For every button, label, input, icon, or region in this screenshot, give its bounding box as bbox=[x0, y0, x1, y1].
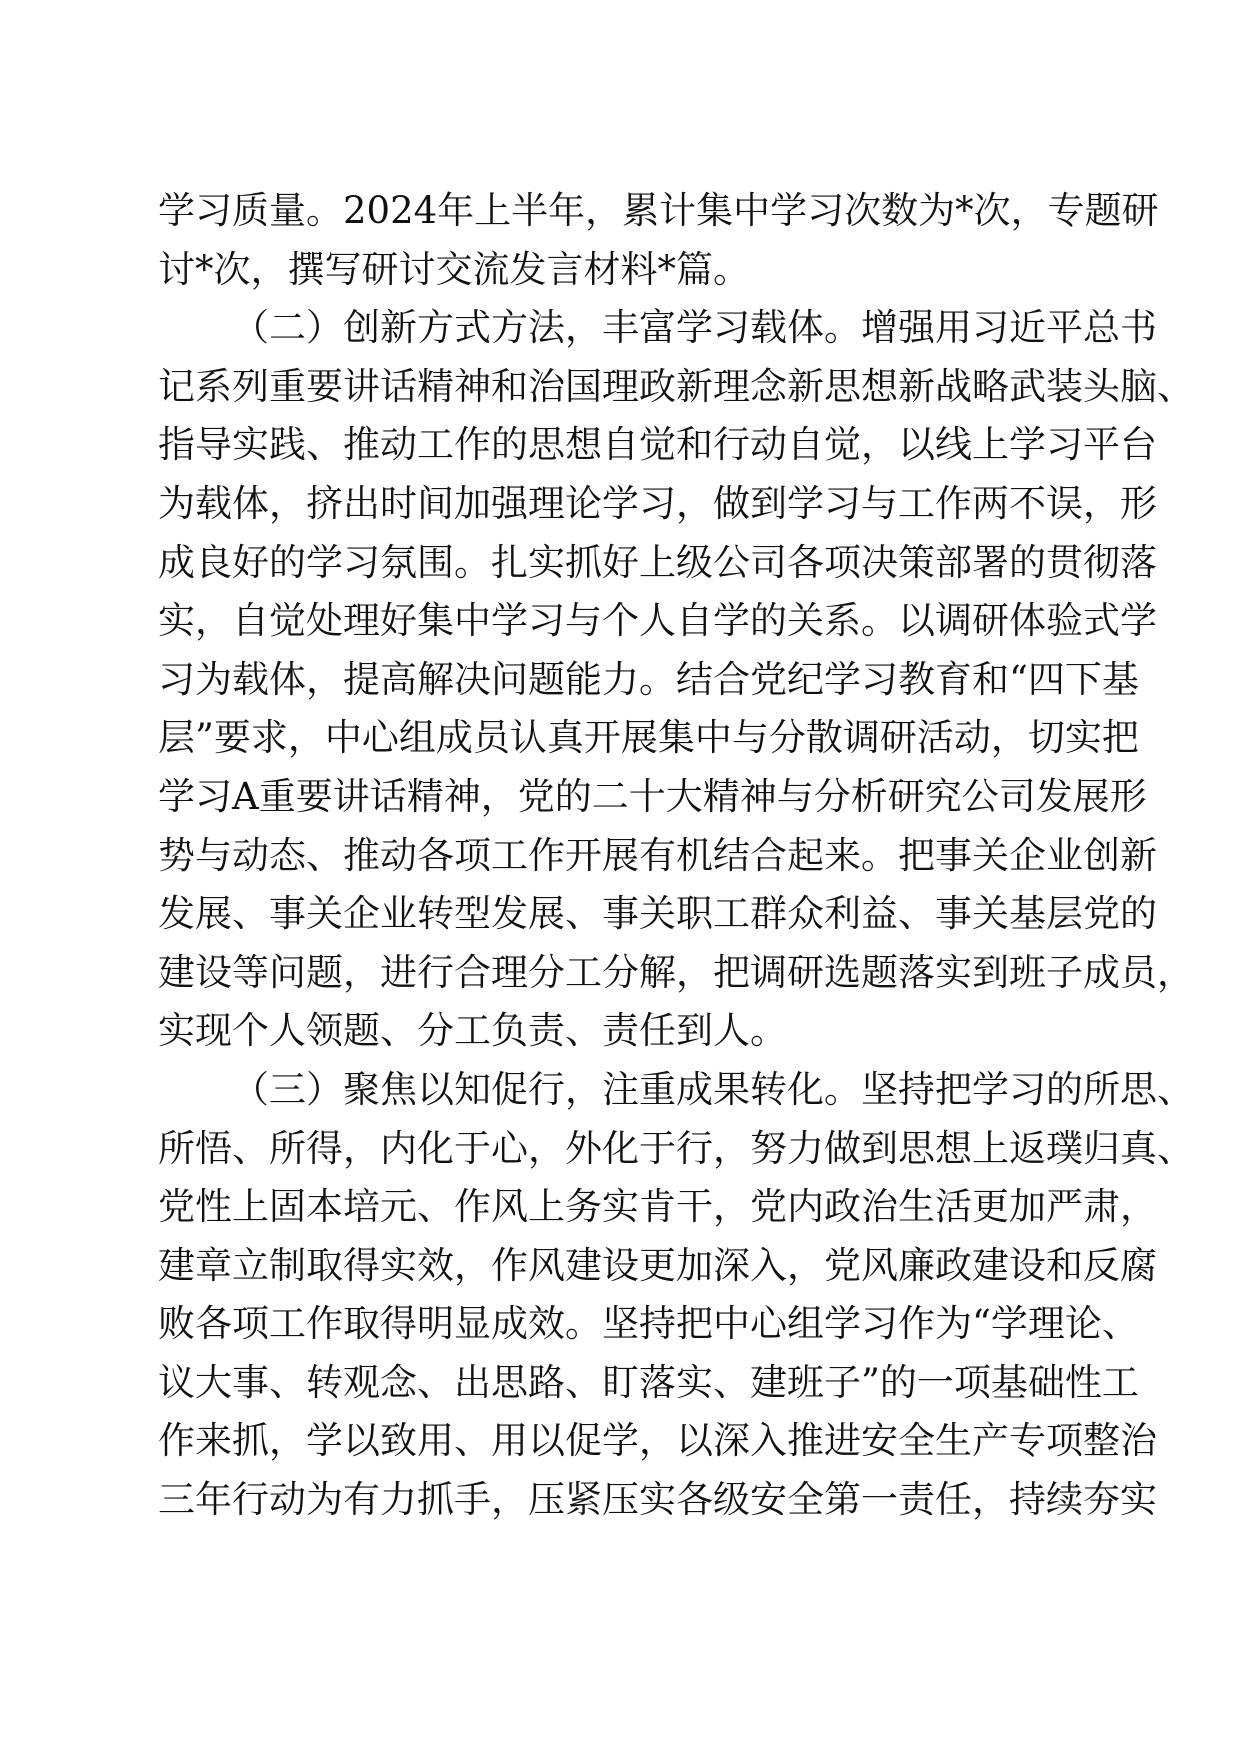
text-line: 实现个人领题、分工负责、责任到人。 bbox=[158, 1009, 787, 1053]
text-line: 为载体，挤出时间加强理论学习，做到学习与工作两不误，形 bbox=[158, 481, 1157, 525]
text-line: 建设等问题，进行合理分工分解，把调研选题落实到班子成员， bbox=[158, 950, 1194, 994]
paragraph-section-two bbox=[158, 299, 1194, 1061]
text-line: 势与动态、推动各项工作开展有机结合起来。把事关企业创新 bbox=[158, 833, 1157, 877]
text-line: 议大事、转观念、出思路、盯落实、建班子”的一项基础性工 bbox=[158, 1360, 1139, 1404]
section-heading-line: （三）聚焦以知促行，注重成果转化。坚持把学习的所思、 bbox=[232, 1067, 1194, 1111]
text-line: 指导实践、推动工作的思想自觉和行动自觉，以线上学习平台 bbox=[158, 423, 1157, 467]
text-line: 层”要求，中心组成员认真开展集中与分散调研活动，切实把 bbox=[158, 716, 1139, 760]
text-line: 讨*次，撰写研讨交流发言材料*篇。 bbox=[158, 247, 750, 291]
text-line: 学习质量。2024年上半年，累计集中学习次数为*次，专题研 bbox=[158, 189, 1159, 232]
text-line: 败各项工作取得明显成效。坚持把中心组学习作为“学理论、 bbox=[158, 1302, 1139, 1346]
text-line: 作来抓，学以致用、用以促学，以深入推进安全生产专项整治 bbox=[158, 1419, 1157, 1463]
text-line: 三年行动为有力抓手，压紧压实各级安全第一责任，持续夯实 bbox=[158, 1478, 1157, 1522]
text-line: 记系列重要讲话精神和治国理政新理念新思想新战略武装头脑、 bbox=[158, 364, 1194, 408]
text-line: 建章立制取得实效，作风建设更加深入，党风廉政建设和反腐 bbox=[158, 1243, 1157, 1287]
text-line: 习为载体，提高解决问题能力。结合党纪学习教育和“四下基 bbox=[158, 657, 1139, 701]
text-line: 所悟、所得，内化于心，外化于行，努力做到思想上返璞归真、 bbox=[158, 1126, 1194, 1170]
paragraph-study-quality bbox=[158, 182, 1159, 299]
text-line: 成良好的学习氛围。扎实抓好上级公司各项决策部署的贯彻落 bbox=[158, 540, 1157, 584]
section-heading-line: （二）创新方式方法，丰富学习载体。增强用习近平总书 bbox=[232, 306, 1157, 350]
text-line: 实，自觉处理好集中学习与个人自学的关系。以调研体验式学 bbox=[158, 599, 1157, 643]
text-line: 发展、事关企业转型发展、事关职工群众利益、事关基层党的 bbox=[158, 892, 1157, 936]
text-line: 学习A重要讲话精神，党的二十大精神与分析研究公司发展形 bbox=[158, 774, 1147, 818]
text-line: 党性上固本培元、作风上务实肯干，党内政治生活更加严肃， bbox=[158, 1185, 1157, 1229]
document-body bbox=[158, 182, 1194, 1530]
paragraph-section-three bbox=[158, 1061, 1194, 1530]
